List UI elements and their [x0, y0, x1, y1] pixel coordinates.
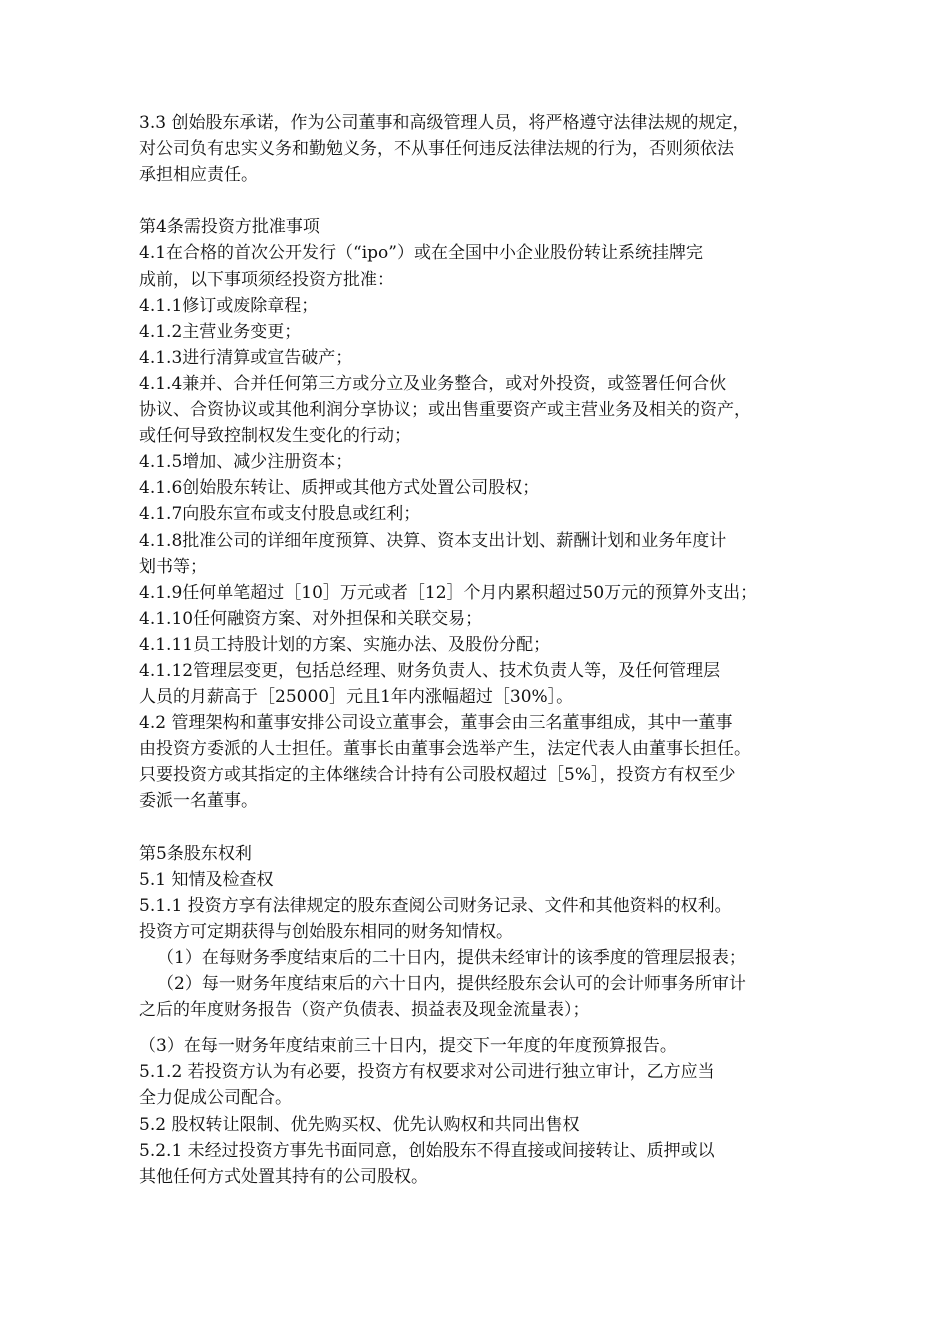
item-3: （3）在每一财务年度结束前三十日内，提交下一年度的年度预算报告。 — [139, 1036, 677, 1057]
article-5-heading: 第5条股东权利 — [139, 843, 252, 864]
clause-4-1-line-2: 成前，以下事项须经投资方批准： — [139, 269, 394, 290]
clause-5-2-heading: 5.2 股权转让限制、优先购买权、优先认购权和共同出售权 — [139, 1114, 580, 1135]
clause-4-1-12-line-2: 人员的月薪高于［25000］元且1年内涨幅超过［30%］。 — [139, 687, 574, 708]
clause-4-1-8-line-2: 划书等； — [139, 556, 207, 577]
document-page — [139, 110, 839, 1190]
item-2-line-2: 之后的年度财务报告（资产负债表、损益表及现金流量表）； — [139, 1000, 590, 1021]
clause-5-1-2-line-2: 全力促成公司配合。 — [139, 1088, 292, 1109]
clause-4-2-line-3: 只要投资方或其指定的主体继续合计持有公司股权超过［5%］，投资方有权至少 — [139, 765, 736, 786]
clause-4-2-line-1: 4.2 管理架构和董事安排公司设立董事会，董事会由三名董事组成，其中一董事 — [139, 713, 733, 734]
clause-4-1-9: 4.1.9任何单笔超过［10］万元或者［12］个月内累积超过50万元的预算外支出； — [139, 582, 758, 603]
clause-5-2-1-line-2: 其他任何方式处置其持有的公司股权。 — [139, 1166, 428, 1187]
clause-4-1-11: 4.1.11员工持股计划的方案、实施办法、及股份分配； — [139, 634, 551, 655]
clause-4-1-7: 4.1.7向股东宣布或支付股息或红利； — [139, 504, 421, 525]
clause-4-1-6: 4.1.6创始股东转让、质押或其他方式处置公司股权； — [139, 478, 540, 499]
clause-5-1-2-line-1: 5.1.2 若投资方认为有必要，投资方有权要求对公司进行独立审计，乙方应当 — [139, 1062, 715, 1083]
clause-3-3-line-1: 3.3 创始股东承诺，作为公司董事和高级管理人员，将严格遵守法律法规的规定， — [139, 113, 750, 133]
clause-4-1-1: 4.1.1修订或废除章程； — [139, 295, 319, 316]
item-1: （1）在每财务季度结束后的二十日内，提供未经审计的该季度的管理层报表； — [157, 948, 746, 968]
clause-4-1-12-line-1: 4.1.12管理层变更，包括总经理、财务负责人、技术负责人等，及任何管理层 — [139, 660, 721, 681]
clause-4-1-line-1: 4.1在合格的首次公开发行（“ipo”）或在全国中小企业股份转让系统挂牌完 — [139, 243, 703, 264]
clause-4-1-8-line-1: 4.1.8批准公司的详细年度预算、决算、资本支出计划、薪酬计划和业务年度计 — [139, 530, 727, 551]
paragraph-gap — [139, 188, 839, 214]
clause-4-1-4-line-3: 或任何导致控制权发生变化的行动； — [139, 426, 411, 447]
clause-4-1-4-line-1: 4.1.4兼并、合并任何第三方或分立及业务整合，或对外投资，或签署任何合伙 — [139, 373, 727, 394]
article-4-heading: 第4条需投资方批准事项 — [139, 217, 320, 238]
clause-5-1-1-line-1: 5.1.1 投资方享有法律规定的股东查阅公司财务记录、文件和其他资料的权利。 — [139, 895, 732, 916]
paragraph-gap — [139, 1023, 839, 1033]
clause-4-2-line-2: 由投资方委派的人士担任。董事长由董事会选举产生，法定代表人由董事长担任。 — [139, 739, 751, 760]
clause-5-1-heading: 5.1 知情及检查权 — [139, 869, 274, 890]
clause-4-1-5: 4.1.5增加、减少注册资本； — [139, 452, 353, 473]
clause-5-2-1-line-1: 5.2.1 未经过投资方事先书面同意，创始股东不得直接或间接转让、质押或以 — [139, 1140, 715, 1161]
clause-4-1-3: 4.1.3进行清算或宣告破产； — [139, 347, 353, 368]
clause-3-3-line-2: 对公司负有忠实义务和勤勉义务，不从事任何违反法律法规的行为，否则须依法 — [139, 139, 734, 160]
clause-4-1-4-line-2: 协议、合资协议或其他利润分享协议；或出售重要资产或主营业务及相关的资产， — [139, 400, 751, 421]
clause-4-1-10: 4.1.10任何融资方案、对外担保和关联交易； — [139, 608, 483, 629]
item-2-line-1: （2）每一财务年度结束后的六十日内，提供经股东会认可的会计师事务所审计 — [157, 974, 746, 995]
clause-5-1-1-line-2: 投资方可定期获得与创始股东相同的财务知情权。 — [139, 921, 513, 942]
clause-4-2-line-4: 委派一名董事。 — [139, 791, 258, 812]
clause-4-1-2: 4.1.2主营业务变更； — [139, 321, 302, 342]
clause-3-3-line-3: 承担相应责任。 — [139, 165, 258, 186]
paragraph-gap — [139, 815, 839, 841]
